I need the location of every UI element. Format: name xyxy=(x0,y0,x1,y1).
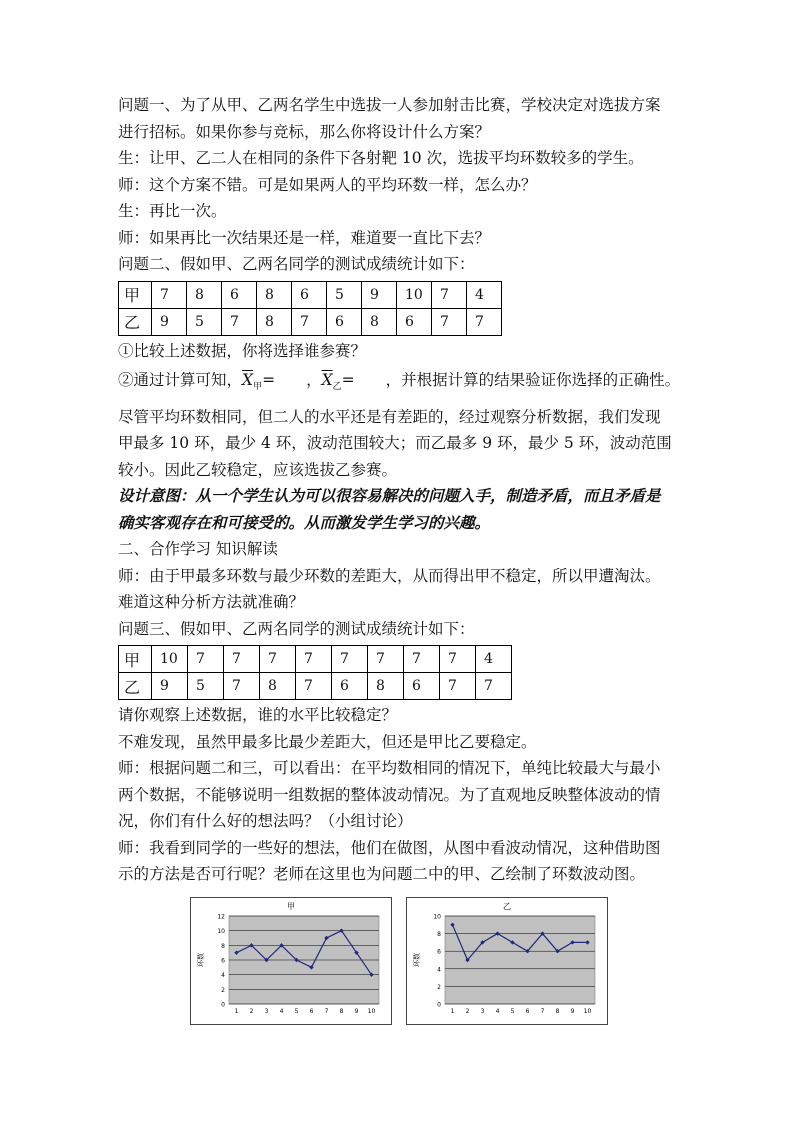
score-cell: 5 xyxy=(327,281,362,308)
y-axis-label: 环数 xyxy=(197,953,205,967)
table-row xyxy=(119,308,502,335)
paragraph: 请你观察上述数据，谁的水平比较稳定？ xyxy=(118,706,398,725)
score-cell: 7 xyxy=(404,646,440,673)
scores-table-1 xyxy=(118,281,502,336)
chart-title: 乙 xyxy=(503,902,511,911)
score-cell: 7 xyxy=(292,308,327,335)
table-row xyxy=(119,673,512,700)
score-cell: 7 xyxy=(224,673,260,700)
x-tick-label: 4 xyxy=(279,1008,284,1015)
score-cell: 4 xyxy=(476,646,512,673)
score-cell: 8 xyxy=(187,281,222,308)
score-cell: 7 xyxy=(260,646,296,673)
score-cell: 7 xyxy=(332,646,368,673)
paragraph: 示的方法是否可行呢？老师在这里也为问题二中的甲、乙绘制了环数波动图。 xyxy=(118,865,646,884)
score-cell: 7 xyxy=(440,646,476,673)
paragraph: 尽管平均环数相同，但二人的水平还是有差距的，经过观察分析数据，我们发现 xyxy=(118,407,661,426)
score-cell: 6 xyxy=(292,281,327,308)
score-cell: 6 xyxy=(397,308,432,335)
mean-symbol: $\overline{X}$ xyxy=(321,371,333,389)
x-tick-label: 5 xyxy=(510,1008,515,1015)
score-cell: 9 xyxy=(152,308,187,335)
score-cell: 7 xyxy=(188,646,224,673)
y-tick-label: 12 xyxy=(217,913,225,921)
question-2-prefix: ②通过计算可知， xyxy=(118,371,243,389)
paragraph: 况，你们有什么好的想法吗？（小组讨论） xyxy=(118,812,413,831)
paragraph: 师：根据问题二和三，可以看出：在平均数相同的情况下，单纯比较最大与最小 xyxy=(118,759,661,778)
x-tick-label: 10 xyxy=(367,1008,376,1015)
student-name-cell: 甲 xyxy=(119,646,152,673)
score-cell: 9 xyxy=(362,281,397,308)
paragraph: 问题三、假如甲、乙两名同学的测试成绩统计如下： xyxy=(118,619,475,638)
score-cell: 4 xyxy=(467,281,502,308)
x-tick-label: 5 xyxy=(294,1008,299,1015)
paragraph: 师：我看到同学的一些好的想法，他们在做图，从图中看波动情况，这种借助图 xyxy=(118,838,661,857)
x-tick-label: 9 xyxy=(354,1008,359,1015)
y-tick-label: 8 xyxy=(221,942,225,950)
score-cell: 7 xyxy=(467,308,502,335)
score-cell: 8 xyxy=(260,673,296,700)
y-tick-label: 4 xyxy=(437,966,441,974)
x-tick-label: 1 xyxy=(234,1008,239,1015)
y-tick-label: 8 xyxy=(437,931,441,939)
paragraph: 两个数据，不能够说明一组数据的整体波动情况。为了直观地反映整体波动的情 xyxy=(118,785,661,804)
score-cell: 8 xyxy=(257,281,292,308)
y-tick-label: 6 xyxy=(221,957,225,965)
paragraph: 师：如果再比一次结果还是一样，难道要一直比下去？ xyxy=(118,228,491,247)
score-cell: 7 xyxy=(476,673,512,700)
mean-subscript: 甲 xyxy=(253,382,263,393)
score-cell: 8 xyxy=(362,308,397,335)
x-tick-label: 7 xyxy=(324,1008,329,1015)
x-tick-label: 2 xyxy=(249,1008,254,1015)
score-cell: 7 xyxy=(296,673,332,700)
y-tick-label: 4 xyxy=(221,972,225,980)
paragraph: 甲最多 10 环，最少 4 环，波动范围较大；而乙最多 9 环，最少 5 环，波动范围 xyxy=(118,434,672,453)
x-tick-label: 8 xyxy=(339,1008,344,1015)
x-tick-label: 9 xyxy=(570,1008,575,1015)
x-tick-label: 7 xyxy=(540,1008,545,1015)
design-intent: 设计意图：从一个学生认为可以很容易解决的问题入手，制造矛盾，而且矛盾是 xyxy=(118,486,661,506)
design-intent: 确实客观存在和可接受的。从而激发学生学习的兴趣。 xyxy=(118,512,491,532)
score-cell: 6 xyxy=(327,308,362,335)
y-axis-label: 环数 xyxy=(413,953,421,967)
x-tick-label: 2 xyxy=(465,1008,470,1015)
score-cell: 7 xyxy=(432,308,467,335)
question-2 xyxy=(118,367,688,401)
section-heading: 二、合作学习 知识解读 xyxy=(118,540,278,559)
line-chart-yi xyxy=(406,897,608,1025)
paragraph: 生：再比一次。 xyxy=(118,202,227,220)
paragraph: 问题二、假如甲、乙两名同学的测试成绩统计如下： xyxy=(118,255,475,273)
score-cell: 8 xyxy=(257,308,292,335)
y-tick-label: 10 xyxy=(433,913,441,921)
mean-symbol: $\overline{X}$ xyxy=(242,371,254,389)
score-cell: 7 xyxy=(368,646,404,673)
paragraph: 较小。因此乙较稳定，应该选拔乙参赛。 xyxy=(118,460,398,479)
x-tick-label: 10 xyxy=(583,1008,592,1015)
x-tick-label: 3 xyxy=(480,1008,485,1015)
y-tick-label: 0 xyxy=(221,1001,225,1009)
mean-subscript: 乙 xyxy=(332,382,342,393)
paragraph: 难道这种分析方法就准确？ xyxy=(118,593,305,612)
x-tick-label: 4 xyxy=(495,1008,500,1015)
score-cell: 6 xyxy=(404,673,440,700)
paragraph: 不难发现，虽然甲最多比最少差距大，但还是甲比乙要稳定。 xyxy=(118,732,537,751)
score-cell: 7 xyxy=(296,646,332,673)
paragraph: 生：让甲、乙二人在相同的条件下各射靶 10 次，选拔平均环数较多的学生。 xyxy=(118,149,644,167)
y-tick-label: 2 xyxy=(221,986,225,994)
table-row xyxy=(119,646,512,673)
x-tick-label: 3 xyxy=(264,1008,269,1015)
score-cell: 7 xyxy=(222,308,257,335)
score-cell: 5 xyxy=(188,673,224,700)
student-name-cell: 甲 xyxy=(119,281,152,308)
paragraph: 进行招标。如果你参与竞标，那么你将设计什么方案？ xyxy=(118,122,491,141)
document-body xyxy=(118,92,688,888)
score-cell: 9 xyxy=(152,673,188,700)
score-cell: 7 xyxy=(432,281,467,308)
question-2-eq: = ， xyxy=(262,371,322,389)
x-tick-label: 6 xyxy=(525,1008,530,1015)
student-name-cell: 乙 xyxy=(119,308,152,335)
y-tick-label: 6 xyxy=(437,948,441,956)
x-tick-label: 1 xyxy=(450,1008,455,1015)
question-2-eq: = ，并根据计算的结果验证你选择的正确性。 xyxy=(341,371,681,389)
y-tick-label: 10 xyxy=(217,928,225,936)
score-cell: 5 xyxy=(187,308,222,335)
y-tick-label: 2 xyxy=(437,983,441,991)
score-cell: 7 xyxy=(224,646,260,673)
paragraph: 师：这个方案不错。可是如果两人的平均环数一样，怎么办？ xyxy=(118,175,537,194)
paragraph: 师：由于甲最多环数与最少环数的差距大，从而得出甲不稳定，所以甲遭淘汰。 xyxy=(118,566,661,585)
paragraph: 问题一、为了从甲、乙两名学生中选拔一人参加射击比赛，学校决定对选拔方案 xyxy=(118,96,661,114)
question-1: ①比较上述数据，你将选择谁参赛？ xyxy=(118,341,367,360)
chart-title: 甲 xyxy=(287,902,295,911)
scores-table-2 xyxy=(118,645,512,700)
score-cell: 6 xyxy=(332,673,368,700)
score-cell: 8 xyxy=(368,673,404,700)
student-name-cell: 乙 xyxy=(119,673,152,700)
score-cell: 7 xyxy=(440,673,476,700)
score-cell: 7 xyxy=(152,281,187,308)
x-tick-label: 6 xyxy=(309,1008,314,1015)
score-cell: 6 xyxy=(222,281,257,308)
line-chart-jia xyxy=(190,897,392,1025)
y-tick-label: 0 xyxy=(437,1001,441,1009)
table-row xyxy=(119,281,502,308)
score-cell: 10 xyxy=(152,646,188,673)
x-tick-label: 8 xyxy=(555,1008,560,1015)
score-cell: 10 xyxy=(397,281,432,308)
